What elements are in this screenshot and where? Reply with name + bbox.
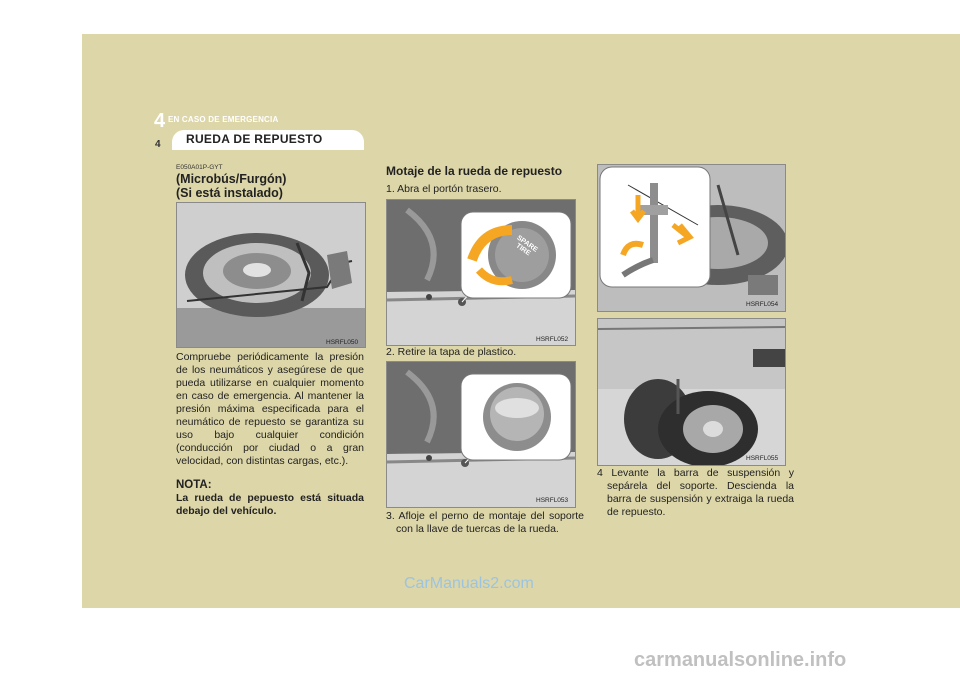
watermark-carmanualsonline: carmanualsonline.info [634,649,847,671]
watermark-carmanuals2: CarManuals2.com [404,575,534,592]
body-paragraph: Compruebe periódicamente la presión de los neumáticos y asegúrese de que pueda utilizarse en cualquier momento en caso de emergencia. Al mantener la presión máxima especificada para el neumático de repuesto se garantiza su uso bajo cualquier condición (conducción por ciudad o a gran velocidad, con distintas cargas, etc.). [176,351,364,467]
image-code-hsrfl053: HSRFL053 [536,497,569,504]
section-title: RUEDA DE REPUESTO [186,132,323,146]
spare-tire-sticker: SPARE TIRE [514,234,539,258]
image-code-hsrfl054: HSRFL054 [746,301,779,308]
reference-code: E050A01P-GYT [176,164,223,171]
chapter-number: 4 [154,110,166,132]
step-2: 2. Retire la tapa de plastico. [386,346,517,358]
image-code-hsrfl055: HSRFL055 [746,455,779,462]
page-number: 4 [155,139,161,150]
spare-wheel-under-vehicle-photo [597,318,786,466]
step-1: 1. Abra el portón trasero. [386,183,502,195]
heading-montaje: Motaje de la rueda de repuesto [386,164,563,178]
tailgate-photo [386,199,576,346]
heading-si-instalado: (Si está instalado) [176,186,283,200]
image-code-hsrfl052: HSRFL052 [536,336,569,343]
chapter-title: EN CASO DE EMERGENCIA [168,115,279,124]
heading-microbus: (Microbús/Furgón) [176,172,287,186]
step-3: 3. Afloje el perno de montaje del soporte con la llave de tuercas de la rueda. [386,510,584,535]
note-text: La rueda de pepuesto está situada debajo del vehículo. [176,492,364,517]
step-4: 4 Levante la barra de suspensión y sepárela del soporte. Descienda la barra de suspensión y extraiga la rueda de repuesto. [597,467,794,518]
plastic-cover-photo [386,361,576,508]
suspension-bolt-photo [597,164,786,312]
note-heading: NOTA: [176,479,212,491]
image-code-hsrfl050: HSRFL050 [326,339,359,346]
spare-tire-photo [176,202,366,348]
